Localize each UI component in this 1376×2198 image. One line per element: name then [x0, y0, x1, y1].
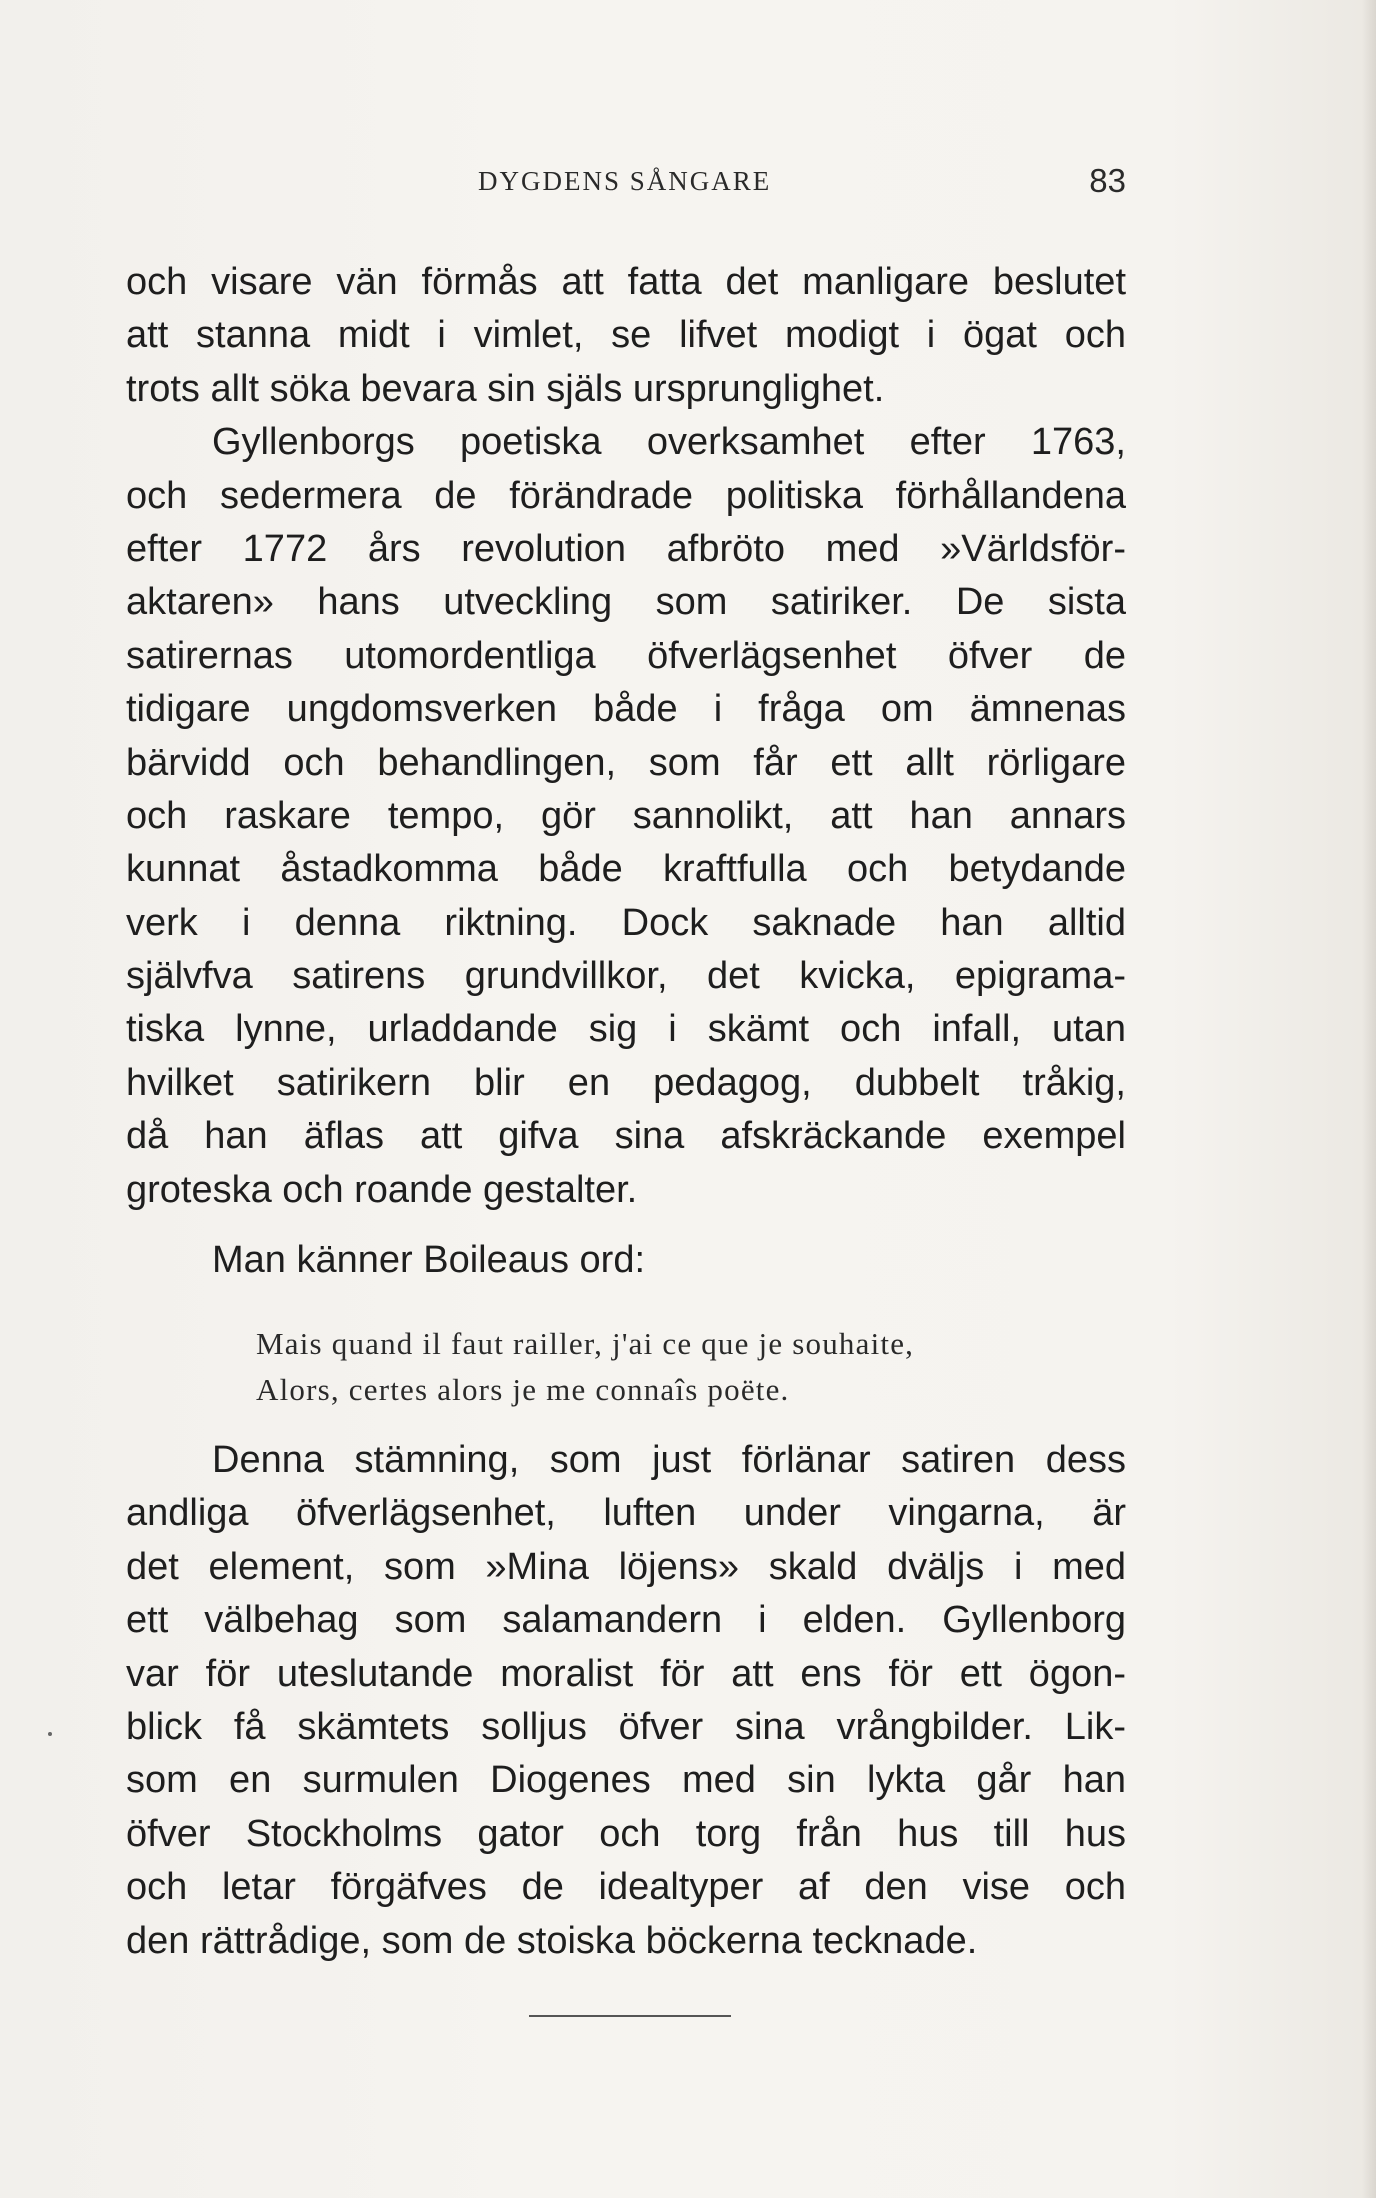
- page-edge-shadow: [1362, 0, 1376, 2198]
- body-text-top: [126, 256, 1126, 1217]
- text-line: efter 1772 års revolution afbröto med »Världsför-: [126, 527, 1126, 570]
- running-head: DYGDENS SÅNGARE: [478, 166, 772, 196]
- text-line: groteska och roande gestalter.: [126, 1168, 638, 1211]
- text-line: tidigare ungdomsverken både i fråga om ämnenas: [126, 688, 1126, 731]
- verse-intro: Man känner Boileaus ord:: [212, 1239, 646, 1281]
- verse-quotation: [256, 1321, 1118, 1413]
- text-line: och visare vän förmås att fatta det manligare beslutet: [126, 261, 1126, 303]
- verse-line: Mais quand il faut railler, j'ai ce que je souhaite,: [256, 1326, 915, 1361]
- text-line: blick få skämtets solljus öfver sina vrångbilder. Lik-: [126, 1705, 1126, 1748]
- paper-speck: [48, 1732, 52, 1736]
- text-line: aktaren» hans utveckling som satiriker. De sista: [126, 581, 1126, 624]
- text-line: och raskare tempo, gör sannolikt, att han annars: [126, 794, 1126, 837]
- page-header: [126, 162, 1126, 206]
- text-line: kunnat åstadkomma både kraftfulla och betydande: [126, 848, 1126, 891]
- text-line: då han äflas att gifva sina afskräckande exempel: [126, 1115, 1126, 1158]
- body-text-bottom: [126, 1434, 1126, 1968]
- text-line: den rättrådige, som de stoiska böckerna tecknade.: [126, 1919, 978, 1962]
- text-line: satirernas utomordentliga öfverlägsenhet öfver de: [126, 634, 1126, 677]
- section-end-rule: [529, 2015, 731, 2017]
- text-line: och letar förgäfves de idealtyper af den vise och: [126, 1866, 1126, 1909]
- verse-line: Alors, certes alors je me connaîs poëte.: [256, 1372, 790, 1407]
- text-line: var för uteslutande moralist för att ens för ett ögon-: [126, 1652, 1126, 1695]
- text-line: det element, som »Mina löjens» skald dväljs i med: [126, 1545, 1126, 1588]
- text-line: som en surmulen Diogenes med sin lykta går han: [126, 1759, 1126, 1802]
- text-line: verk i denna riktning. Dock saknade han alltid: [126, 901, 1126, 944]
- text-line: Gyllenborgs poetiska overksamhet efter 1763,: [212, 421, 1126, 464]
- text-line: trots allt söka bevara sin själs ursprunglighet.: [126, 367, 885, 410]
- text-line: tiska lynne, urladdande sig i skämt och infall, utan: [126, 1008, 1126, 1051]
- text-line: att stanna midt i vimlet, se lifvet modigt i ögat och: [126, 314, 1126, 357]
- text-line: ett välbehag som salamandern i elden. Gyllenborg: [126, 1599, 1126, 1642]
- text-line: andliga öfverlägsenhet, luften under vingarna, är: [126, 1492, 1126, 1535]
- text-line: självfva satirens grundvillkor, det kvicka, epigrama-: [126, 955, 1126, 998]
- page-number: 83: [1089, 162, 1126, 199]
- text-line: hvilket satirikern blir en pedagog, dubbelt tråkig,: [126, 1061, 1126, 1104]
- text-line: och sedermera de förändrade politiska förhållandena: [126, 474, 1126, 517]
- text-line: Denna stämning, som just förlänar satiren dess: [212, 1439, 1126, 1481]
- text-line: bärvidd och behandlingen, som får ett allt rörligare: [126, 741, 1126, 784]
- text-line: öfver Stockholms gator och torg från hus till hus: [126, 1812, 1126, 1855]
